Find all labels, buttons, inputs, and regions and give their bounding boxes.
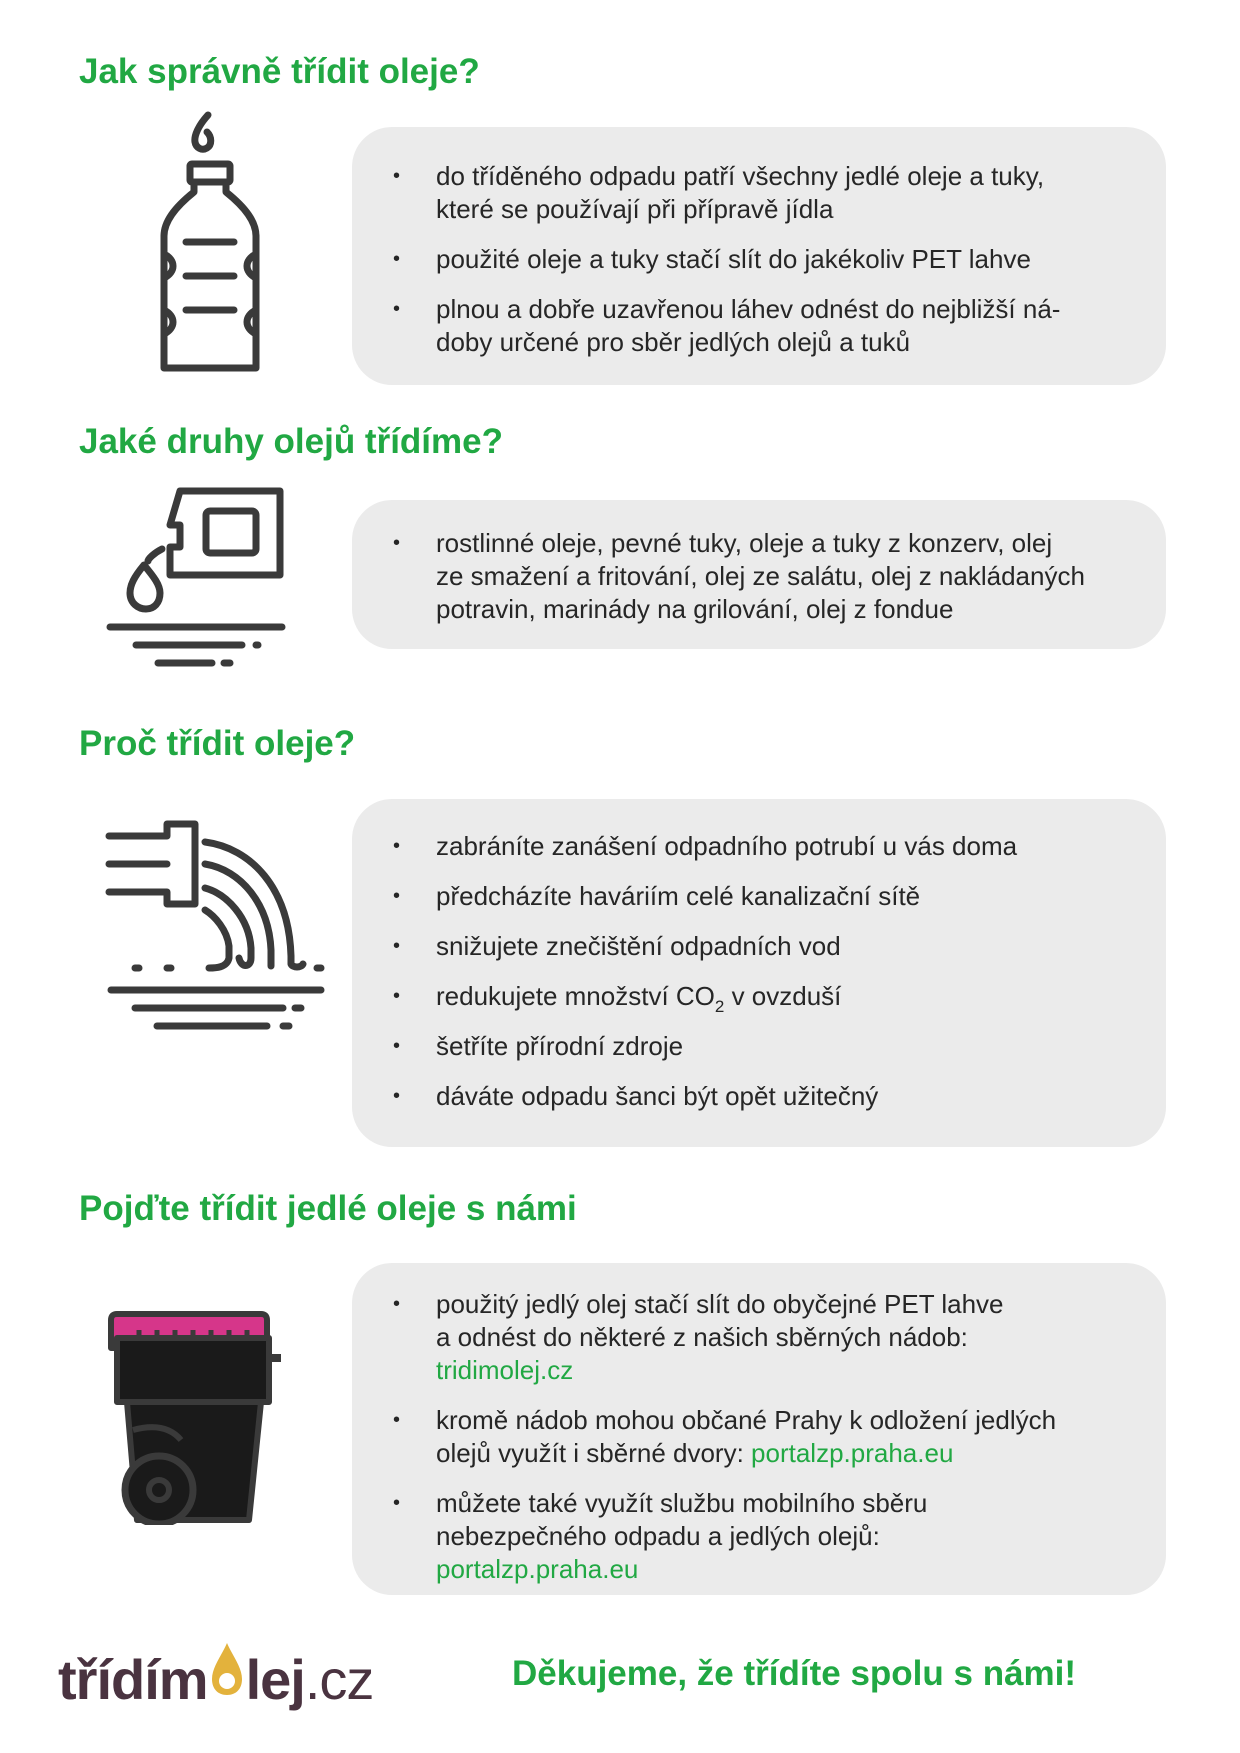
section-2-box — [352, 500, 1166, 649]
section-4-heading: Pojďte třídit jedlé oleje s námi — [79, 1189, 577, 1228]
drain-pipe-icon — [105, 818, 330, 1038]
list-item-line: které se používají při přípravě jídla — [436, 194, 834, 224]
list-item-line: potravin, marinády na grilování, olej z fondue — [436, 594, 954, 624]
list-item — [352, 243, 1166, 276]
list-item-line: • dáváte odpadu šanci být opět užitečný — [436, 1081, 879, 1111]
list-item-line: • použitý jedlý olej stačí slít do obyčejné PET lahve — [436, 1289, 1004, 1319]
logo-text: lej — [245, 1648, 305, 1711]
list-item-line: • šetříte přírodní zdroje — [436, 1031, 684, 1061]
list-item-line: doby určené pro sběr jedlých olejů a tuků — [436, 327, 911, 357]
section-3-box — [352, 799, 1166, 1147]
list-item — [352, 830, 1166, 863]
list-item-line: a odnést do některé z našich sběrných nádob: — [436, 1322, 968, 1352]
section-3-list — [352, 830, 1166, 1113]
portalzp-link[interactable]: portalzp.praha.eu — [751, 1438, 954, 1468]
list-item-line — [436, 1437, 1166, 1470]
collection-bin-icon — [105, 1310, 285, 1525]
list-item — [352, 1030, 1166, 1063]
logo-text: třídím — [58, 1648, 208, 1711]
tridimolej-link[interactable]: tridimolej.cz — [436, 1355, 574, 1385]
list-item — [352, 930, 1166, 963]
section-3-heading: Proč třídit oleje? — [79, 724, 356, 763]
section-2-heading: Jaké druhy olejů třídíme? — [79, 422, 503, 461]
list-item-line: • kromě nádob mohou občané Prahy k odložení jedlých — [436, 1405, 1057, 1435]
logo-domain: .cz — [304, 1648, 374, 1711]
co2-subscript: 2 — [714, 997, 725, 1016]
list-item — [352, 1487, 1166, 1586]
tridimolej-logo — [58, 1641, 374, 1711]
list-item-line: • rostlinné oleje, pevné tuky, oleje a tuky z konzerv, olej — [436, 528, 1053, 558]
list-item-line: • můžete také využít službu mobilního sběru — [436, 1488, 928, 1518]
list-item-text: olejů využít i sběrné dvory: — [436, 1438, 752, 1468]
list-item — [352, 980, 1166, 1016]
co2-text: redukujete množství CO — [436, 981, 715, 1011]
list-item-line: • snižujete znečištění odpadních vod — [436, 931, 841, 961]
section-1-list — [352, 160, 1166, 359]
co2-text-after: v ovzduší — [724, 981, 842, 1011]
list-item-line: • předcházíte haváriím celé kanalizační sítě — [436, 881, 921, 911]
list-item-line: ze smažení a fritování, olej ze salátu, olej z nakládaných — [436, 561, 1085, 591]
list-item-line — [436, 980, 1166, 1016]
section-4-box — [352, 1263, 1166, 1595]
list-item-line: • do tříděného odpadu patří všechny jedlé oleje a tuky, — [436, 161, 1045, 191]
list-item — [352, 160, 1166, 226]
section-2-list — [352, 527, 1166, 626]
section-4-list — [352, 1288, 1166, 1586]
section-1-box — [352, 127, 1166, 385]
oil-bottle-icon — [150, 110, 270, 375]
list-item — [352, 1404, 1166, 1470]
thanks-message: Děkujeme, že třídíte spolu s námi! — [512, 1654, 1077, 1693]
frying-pan-oil-icon — [100, 485, 300, 670]
list-item-line: • použité oleje a tuky stačí slít do jakékoliv PET lahve — [436, 244, 1031, 274]
portalzp-link[interactable]: portalzp.praha.eu — [436, 1554, 639, 1584]
list-item — [352, 293, 1166, 359]
list-item-line: • zabráníte zanášení odpadního potrubí u vás doma — [436, 831, 1018, 861]
list-item — [352, 1288, 1166, 1387]
oil-drop-logo-icon — [208, 1641, 246, 1699]
list-item — [352, 880, 1166, 913]
section-1-heading: Jak správně třídit oleje? — [79, 52, 480, 91]
list-item — [352, 527, 1166, 626]
list-item — [352, 1080, 1166, 1113]
list-item-line: • plnou a dobře uzavřenou láhev odnést do nejbližší ná- — [436, 294, 1061, 324]
list-item-line: nebezpečného odpadu a jedlých olejů: — [436, 1521, 880, 1551]
